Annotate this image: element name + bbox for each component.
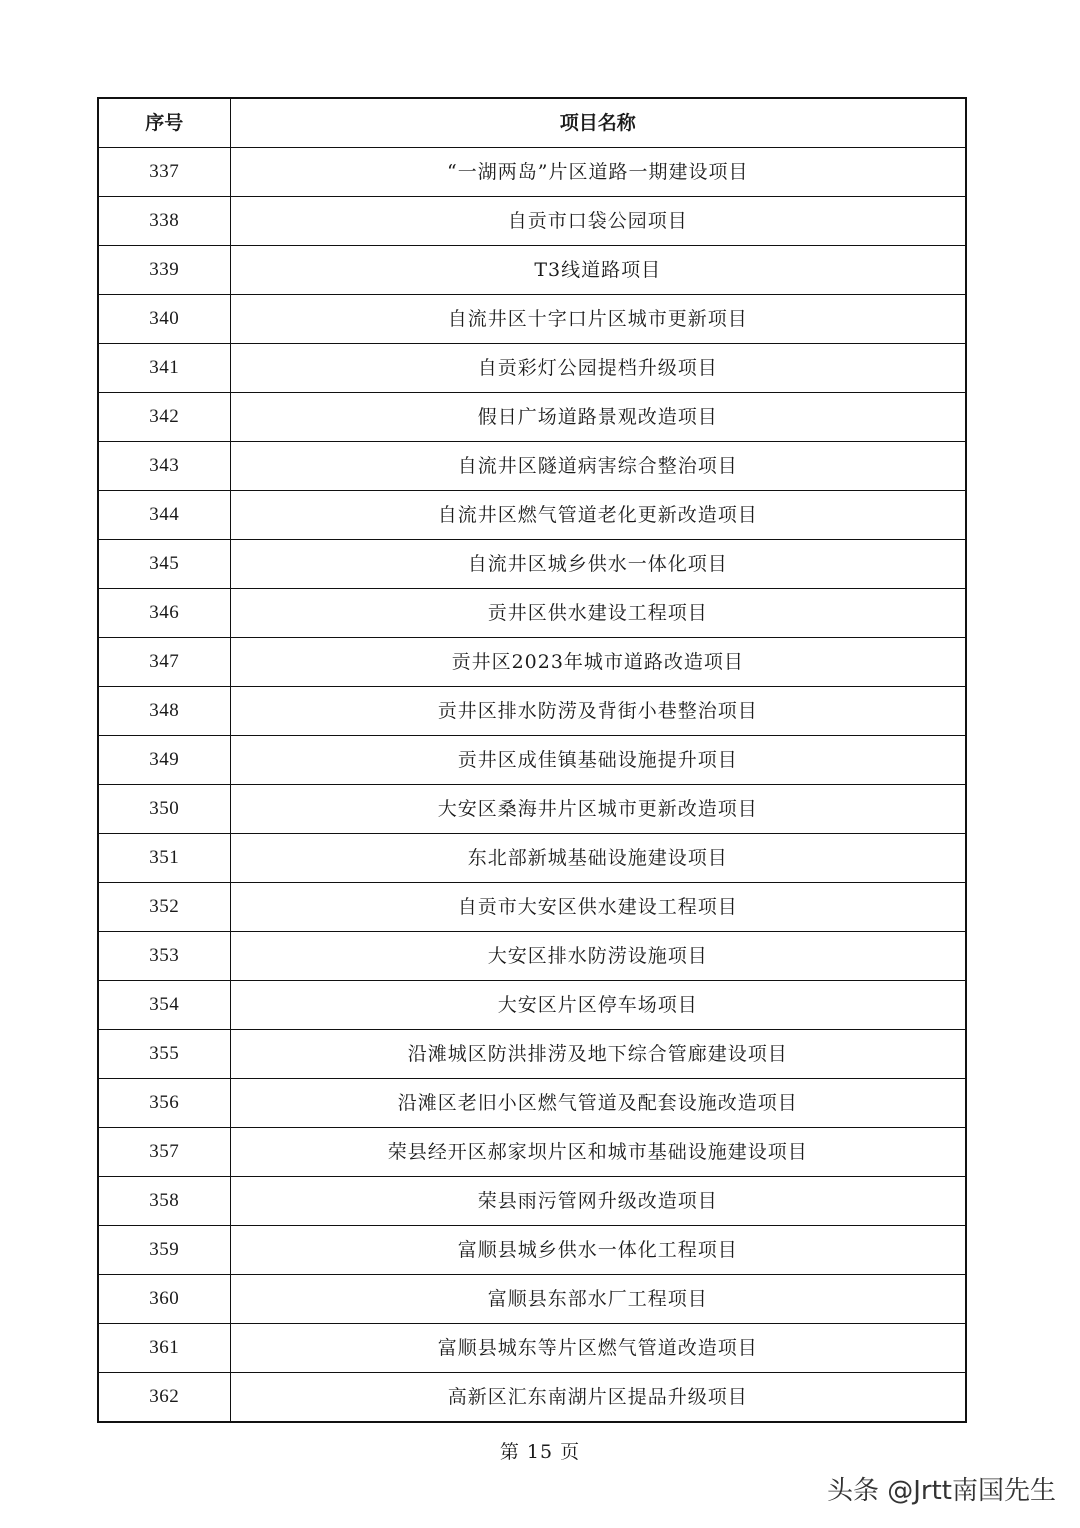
row-name-cell: 大安区排水防涝设施项目 (230, 932, 966, 981)
page-number: 第 15 页 (499, 1441, 581, 1463)
row-seq-cell: 357 (98, 1128, 230, 1177)
table-row (98, 148, 966, 197)
table-row (98, 1177, 966, 1226)
table-row (98, 1226, 966, 1275)
table-row (98, 344, 966, 393)
table-row (98, 932, 966, 981)
row-seq-cell: 337 (98, 148, 230, 197)
row-name-cell: 自贡彩灯公园提档升级项目 (230, 344, 966, 393)
table-row (98, 491, 966, 540)
row-seq-cell: 346 (98, 589, 230, 638)
table-row (98, 638, 966, 687)
header-seq: 序号 (98, 98, 230, 148)
row-name-cell: 自贡市口袋公园项目 (230, 197, 966, 246)
row-seq-cell: 362 (98, 1373, 230, 1423)
row-seq-cell: 339 (98, 246, 230, 295)
table-row (98, 1079, 966, 1128)
row-seq-cell: 353 (98, 932, 230, 981)
table-row (98, 1324, 966, 1373)
table-row (98, 295, 966, 344)
row-seq-cell: 344 (98, 491, 230, 540)
row-seq-cell: 352 (98, 883, 230, 932)
row-seq-cell: 356 (98, 1079, 230, 1128)
row-seq-cell: 348 (98, 687, 230, 736)
table-header-row (98, 98, 966, 148)
row-name-cell: 贡井区成佳镇基础设施提升项目 (230, 736, 966, 785)
table-row (98, 442, 966, 491)
row-name-cell: 沿滩区老旧小区燃气管道及配套设施改造项目 (230, 1079, 966, 1128)
header-name: 项目名称 (230, 98, 966, 148)
row-seq-cell: 351 (98, 834, 230, 883)
row-seq-cell: 347 (98, 638, 230, 687)
row-name-cell: 沿滩城区防洪排涝及地下综合管廊建设项目 (230, 1030, 966, 1079)
table-row (98, 589, 966, 638)
table-row (98, 1275, 966, 1324)
row-name-cell: 富顺县东部水厂工程项目 (230, 1275, 966, 1324)
row-name-cell: T3线道路项目 (230, 246, 966, 295)
table-row (98, 540, 966, 589)
row-name-cell: 假日广场道路景观改造项目 (230, 393, 966, 442)
row-seq-cell: 355 (98, 1030, 230, 1079)
watermark: 头条 @Jrtt南国先生 (826, 1476, 1056, 1506)
row-seq-cell: 358 (98, 1177, 230, 1226)
row-seq-cell: 349 (98, 736, 230, 785)
table-row (98, 393, 966, 442)
row-name-cell: 富顺县城乡供水一体化工程项目 (230, 1226, 966, 1275)
row-seq-cell: 361 (98, 1324, 230, 1373)
table-row (98, 785, 966, 834)
row-name-cell: 大安区桑海井片区城市更新改造项目 (230, 785, 966, 834)
table-row (98, 1030, 966, 1079)
row-name-cell: 自流井区隧道病害综合整治项目 (230, 442, 966, 491)
row-seq-cell: 360 (98, 1275, 230, 1324)
row-name-cell: 荣县经开区郝家坝片区和城市基础设施建设项目 (230, 1128, 966, 1177)
row-seq-cell: 359 (98, 1226, 230, 1275)
table-row (98, 981, 966, 1030)
row-name-cell: 富顺县城东等片区燃气管道改造项目 (230, 1324, 966, 1373)
row-seq-cell: 343 (98, 442, 230, 491)
row-name-cell: 荣县雨污管网升级改造项目 (230, 1177, 966, 1226)
row-name-cell: “一湖两岛”片区道路一期建设项目 (230, 148, 966, 197)
table-row (98, 246, 966, 295)
row-seq-cell: 354 (98, 981, 230, 1030)
row-seq-cell: 340 (98, 295, 230, 344)
row-name-cell: 贡井区供水建设工程项目 (230, 589, 966, 638)
project-table (97, 97, 967, 1423)
table-row (98, 197, 966, 246)
row-name-cell: 自流井区城乡供水一体化项目 (230, 540, 966, 589)
row-name-cell: 贡井区2023年城市道路改造项目 (230, 638, 966, 687)
row-name-cell: 自贡市大安区供水建设工程项目 (230, 883, 966, 932)
row-seq-cell: 338 (98, 197, 230, 246)
row-seq-cell: 342 (98, 393, 230, 442)
table-row (98, 1373, 966, 1423)
row-seq-cell: 341 (98, 344, 230, 393)
table-row (98, 736, 966, 785)
row-name-cell: 自流井区十字口片区城市更新项目 (230, 295, 966, 344)
row-name-cell: 大安区片区停车场项目 (230, 981, 966, 1030)
row-name-cell: 东北部新城基础设施建设项目 (230, 834, 966, 883)
table-row (98, 834, 966, 883)
table-row (98, 687, 966, 736)
table-body (98, 148, 966, 1423)
row-seq-cell: 350 (98, 785, 230, 834)
row-name-cell: 高新区汇东南湖片区提品升级项目 (230, 1373, 966, 1423)
table-row (98, 883, 966, 932)
row-name-cell: 贡井区排水防涝及背街小巷整治项目 (230, 687, 966, 736)
table-row (98, 1128, 966, 1177)
row-name-cell: 自流井区燃气管道老化更新改造项目 (230, 491, 966, 540)
row-seq-cell: 345 (98, 540, 230, 589)
